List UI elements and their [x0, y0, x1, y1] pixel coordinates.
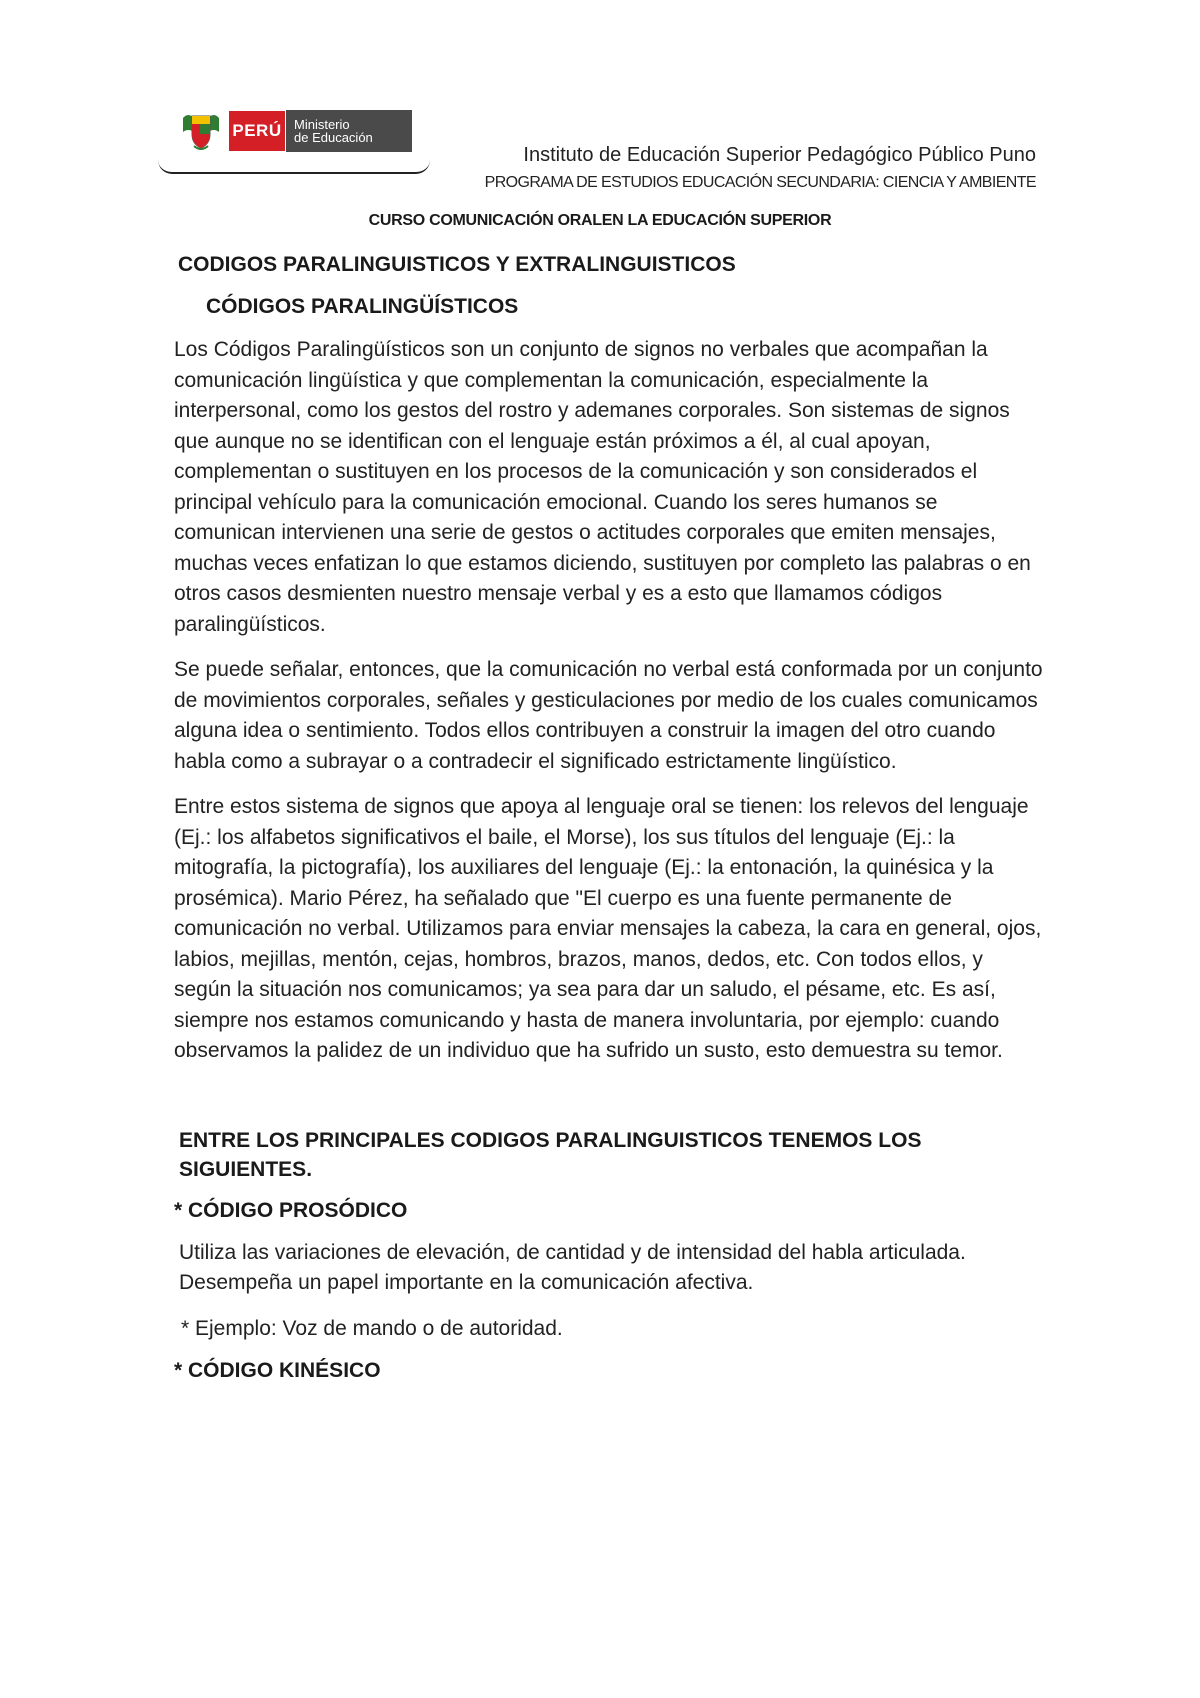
program-name: PROGRAMA DE ESTUDIOS EDUCACIÓN SECUNDARIA: CIENCIA Y AMBIENTE	[484, 174, 1036, 191]
code-prosodico-text: Utiliza las variaciones de elevación, de cantidad y de intensidad del habla articulada. Desempeña un papel importante en la comunicación afectiva.	[179, 1240, 966, 1294]
logo-ministry-line1: Ministerio	[294, 117, 350, 132]
logo-country-label: PERÚ	[228, 110, 286, 152]
document-subtitle: CÓDIGOS PARALINGÜÍSTICOS	[206, 295, 519, 318]
paragraph-3: Entre estos sistema de signos que apoya al lenguaje oral se tienen: los relevos del lenguaje (Ej.: los alfabetos significativos el baile, el Morse), los sus títulos del lenguaje (Ej.: la mitografía, la pictografía), los auxiliares del lenguaje (Ej.: la entonación, la quinésica y la prosémica). Mario Pérez, ha señalado que "El cuerpo es una fuente permanente de comunicación no verbal. Utilizamos para enviar mensajes la cabeza, la cara en general, ojos, labios, mejillas, mentón, cejas, hombros, brazos, manos, dedos, etc. Con todos ellos, y según la situación nos comunicamos; ya sea para dar un saludo, el pésame, etc. Es así, siempre nos estamos comunicando y hasta de manera involuntaria, por ejemplo: cuando observamos la palidez de un individuo que ha sufrido un susto, esto demuestra su temor.	[174, 795, 1042, 1062]
institute-name: Instituto de Educación Superior Pedagógico Público Puno	[523, 144, 1036, 166]
spacer	[174, 1082, 1044, 1126]
header-divider	[158, 160, 430, 174]
ministry-logo	[180, 110, 412, 152]
code-kinesico-heading: * CÓDIGO KINÉSICO	[174, 1359, 381, 1382]
paragraph-1: Los Códigos Paralingüísticos son un conjunto de signos no verbales que acompañan la comunicación lingüística y que complementan la comunicación, especialmente la interpersonal, como los gestos del rostro y ademanes corporales. Son sistemas de signos que aunque no se identifican con el lenguaje están próximos a él, al cual apoyan, complementan o sustituyen en los procesos de la comunicación y son considerados el principal vehículo para la comunicación emocional. Cuando los seres humanos se comunican intervienen una serie de gestos o actitudes corporales que emiten mensajes, muchas veces enfatizan lo que estamos diciendo, sustituyen por completo las palabras o en otros casos desmienten nuestro mensaje verbal y es a esto que llamamos códigos paralingüísticos.	[174, 338, 1031, 636]
logo-ministry-label	[286, 110, 412, 152]
paragraph-2: Se puede señalar, entonces, que la comunicación no verbal está conformada por un conjunto de movimientos corporales, señales y gesticulaciones por medio de los cuales comunicamos alguna idea o sentimiento. Todos ellos contribuyen a construir la imagen del otro cuando habla como a subrayar o a contradecir el significado estrictamente lingüístico.	[174, 658, 1043, 773]
code-prosodico-heading: * CÓDIGO PROSÓDICO	[174, 1198, 408, 1222]
code-prosodico-example: * Ejemplo: Voz de mando o de autoridad.	[181, 1316, 563, 1340]
document-title: CODIGOS PARALINGUISTICOS Y EXTRALINGUISTICOS	[178, 253, 736, 276]
document-body	[174, 253, 1044, 1398]
section-heading: ENTRE LOS PRINCIPALES CODIGOS PARALINGUISTICOS TENEMOS LOS SIGUIENTES.	[179, 1128, 922, 1181]
logo-ministry-line2: de Educación	[294, 130, 373, 145]
peru-coat-of-arms-icon	[180, 110, 222, 152]
course-title: CURSO COMUNICACIÓN ORALEN LA EDUCACIÓN SUPERIOR	[368, 212, 832, 229]
